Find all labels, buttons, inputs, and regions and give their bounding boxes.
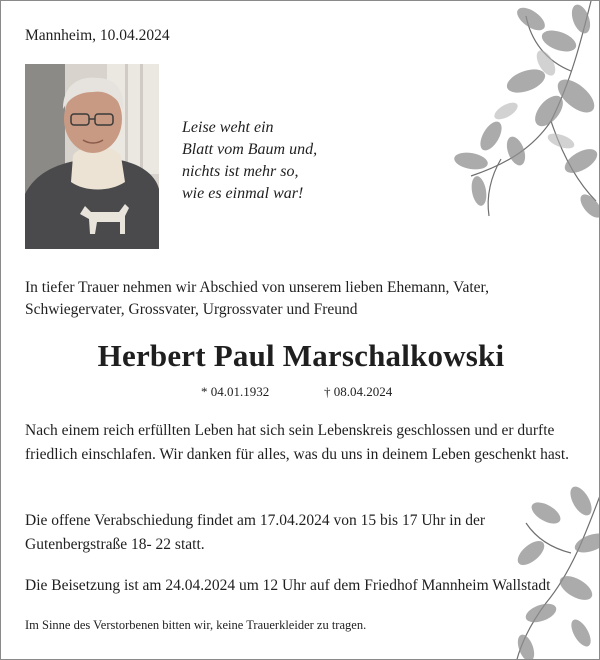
poem-line: Leise weht ein (182, 119, 274, 136)
burial-paragraph: Die Beisetzung ist am 24.04.2024 um 12 Uhr auf dem Friedhof Mannheim Wallstadt (25, 577, 551, 594)
life-paragraph: Nach einem reich erfüllten Leben hat sich sein Lebenskreis geschlossen und er durfte friedlich einschlafen. Wir danken für alles, was du uns in deinem Leben geschenkt hast. (25, 422, 569, 463)
place-and-date: Mannheim, 10.04.2024 (25, 27, 170, 44)
dress-note: Im Sinne des Verstorbenen bitten wir, keine Trauerkleider zu tragen. (25, 618, 367, 632)
portrait-photo (25, 64, 159, 249)
poem-line: nichts ist mehr so, (182, 163, 299, 180)
leaf-branch-top-decoration (431, 1, 600, 241)
poem-line: wie es einmal war! (182, 185, 304, 202)
birth-date: * 04.01.1932 (201, 384, 270, 399)
memorial-poem (182, 117, 317, 205)
poem-line: Blatt vom Baum und, (182, 141, 318, 158)
viewing-paragraph: Die offene Verabschiedung findet am 17.04.2024 von 15 bis 17 Uhr in der Gutenbergstraße 18- 22 statt. (25, 512, 486, 553)
death-date: † 08.04.2024 (324, 384, 393, 399)
deceased-name: Herbert Paul Marschalkowski (97, 338, 505, 373)
intro-text: In tiefer Trauer nehmen wir Abschied von unserem lieben Ehemann, Vater, Schwiegervater, Grossvater, Urgrossvater und Freund (25, 279, 489, 318)
